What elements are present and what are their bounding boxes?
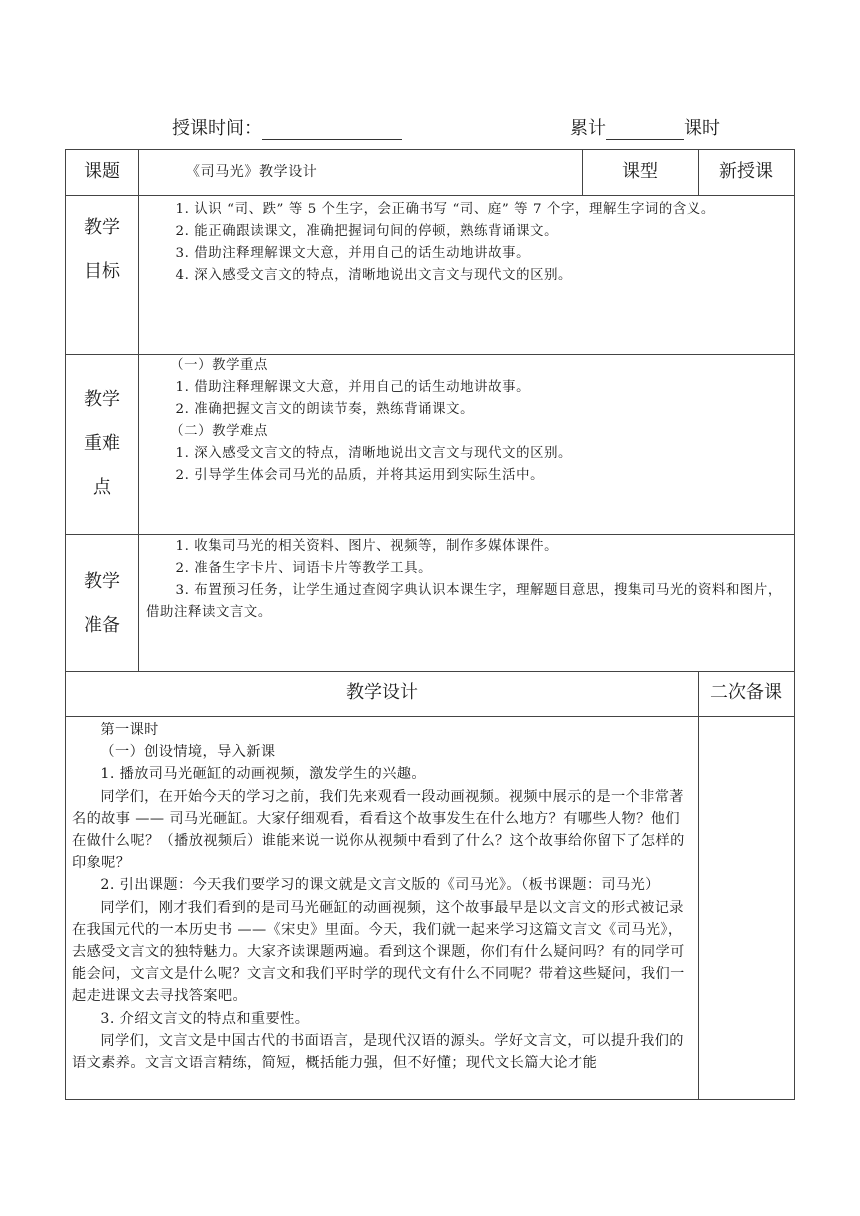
preparation-item: 2. 准备生字卡片、词语卡片等教学工具。	[175, 561, 433, 576]
design-paragraph: 同学们，在开始今天的学习之前，我们先来观看一段动画视频。视频中展示的是一个非常著名的故事 —— 司马光砸缸。大家仔细观看，看看这个故事发生在什么地方？有哪些人物？他们在做什么呢？（播放视频后）谁能来说一说你从视频中看到了什么？这个故事给你留下了怎样的印象呢？	[72, 788, 685, 872]
design-body	[72, 719, 694, 1074]
topic-label: 课题	[84, 161, 120, 182]
design-paragraph: 同学们，刚才我们看到的是司马光砸缸的动画视频，这个故事最早是以文言文的形式被记录在我国元代的一本历史书 ——《宋史》里面。今天，我们就一起来学习这篇文言文《司马光》，去感受文言文的独特魅力。大家齐读课题两遍。看到这个课题，你们有什么疑问吗？有的同学可能会问，文言文是什么呢？文言文和我们平时学的现代文有什么不同呢？带着这些疑问，我们一起走进课文去寻找答案吧。	[72, 899, 685, 1005]
total-label: 累计	[570, 118, 606, 139]
preparation-label-line-2: 准备	[84, 615, 120, 636]
key-points-label	[66, 378, 138, 510]
lesson-type-label: 课型	[622, 161, 658, 182]
total-periods-blank[interactable]	[606, 119, 684, 140]
objective-item: 1. 认识 “司、跌” 等 5 个生字，会正确书写 “司、庭” 等 7 个字，理解生字词的含义。	[175, 202, 715, 217]
objective-item: 3. 借助注释理解课文大意，并用自己的话生动地讲故事。	[175, 246, 531, 261]
class-time-field	[172, 114, 402, 140]
preparation-content	[146, 536, 790, 624]
second-prep-notes-cell[interactable]	[699, 717, 793, 1099]
design-paragraph: 3. 介绍文言文的特点和重要性。	[100, 1010, 310, 1027]
preparation-label	[66, 560, 138, 648]
design-paragraph: （一）创设情境，导入新课	[100, 744, 276, 761]
design-paragraph: 1. 播放司马光砸缸的动画视频，激发学生的兴趣。	[100, 766, 426, 783]
design-paragraph: 同学们，文言文是中国古代的书面语言，是现代汉语的源头。学好文言文，可以提升我们的语文素养。文言文语言精练，简短，概括能力强，但不好懂；现代文长篇大论才能	[72, 1032, 684, 1072]
topic-value: 《司马光》教学设计	[186, 164, 318, 180]
preparation-item: 3. 布置预习任务，让学生通过查阅字典认识本课生字，理解题目意思，搜集司马光的资料和图片，借助注释读文言文。	[146, 583, 782, 620]
focus-title: （一）教学重点	[170, 358, 269, 373]
design-title: 教学设计	[346, 682, 418, 703]
key-points-label-line-3: 点	[93, 477, 111, 498]
design-paragraph: 第一课时	[100, 722, 159, 738]
class-time-label: 授课时间：	[172, 118, 262, 139]
second-prep-title: 二次备课	[710, 682, 782, 703]
design-paragraph: 2. 引出课题：今天我们要学习的课文就是文言文版的《司马光》。（板书课题：司马光）	[100, 877, 660, 894]
objectives-label	[66, 206, 138, 294]
key-points-content	[146, 355, 790, 487]
difficulty-item: 2. 引导学生体会司马光的品质，并将其运用到实际生活中。	[175, 468, 545, 483]
objectives-label-line-2: 目标	[84, 261, 120, 282]
total-periods-field	[570, 114, 720, 140]
key-points-label-line-2: 重难	[84, 433, 120, 454]
objectives-label-line-1: 教学	[84, 217, 120, 238]
objective-item: 2. 能正确跟读课文，准确把握词句间的停顿，熟练背诵课文。	[175, 224, 559, 239]
lesson-type-value: 新授课	[719, 161, 773, 182]
objectives-content	[146, 199, 790, 287]
preparation-item: 1. 收集司马光的相关资料、图片、视频等，制作多媒体课件。	[175, 539, 559, 554]
key-points-label-line-1: 教学	[84, 389, 120, 410]
focus-item: 2. 准确把握文言文的朗读节奏，熟练背诵课文。	[175, 402, 475, 417]
header-line	[0, 114, 860, 142]
class-time-blank[interactable]	[262, 119, 402, 140]
objective-item: 4. 深入感受文言文的特点，清晰地说出文言文与现代文的区别。	[175, 268, 573, 283]
period-label: 课时	[684, 118, 720, 139]
preparation-label-line-1: 教学	[84, 571, 120, 592]
difficulty-item: 1. 深入感受文言文的特点，清晰地说出文言文与现代文的区别。	[175, 446, 573, 461]
focus-item: 1. 借助注释理解课文大意，并用自己的话生动地讲故事。	[175, 380, 531, 395]
difficulty-title: （二）教学难点	[170, 424, 269, 439]
lesson-plan-table	[65, 149, 795, 1100]
